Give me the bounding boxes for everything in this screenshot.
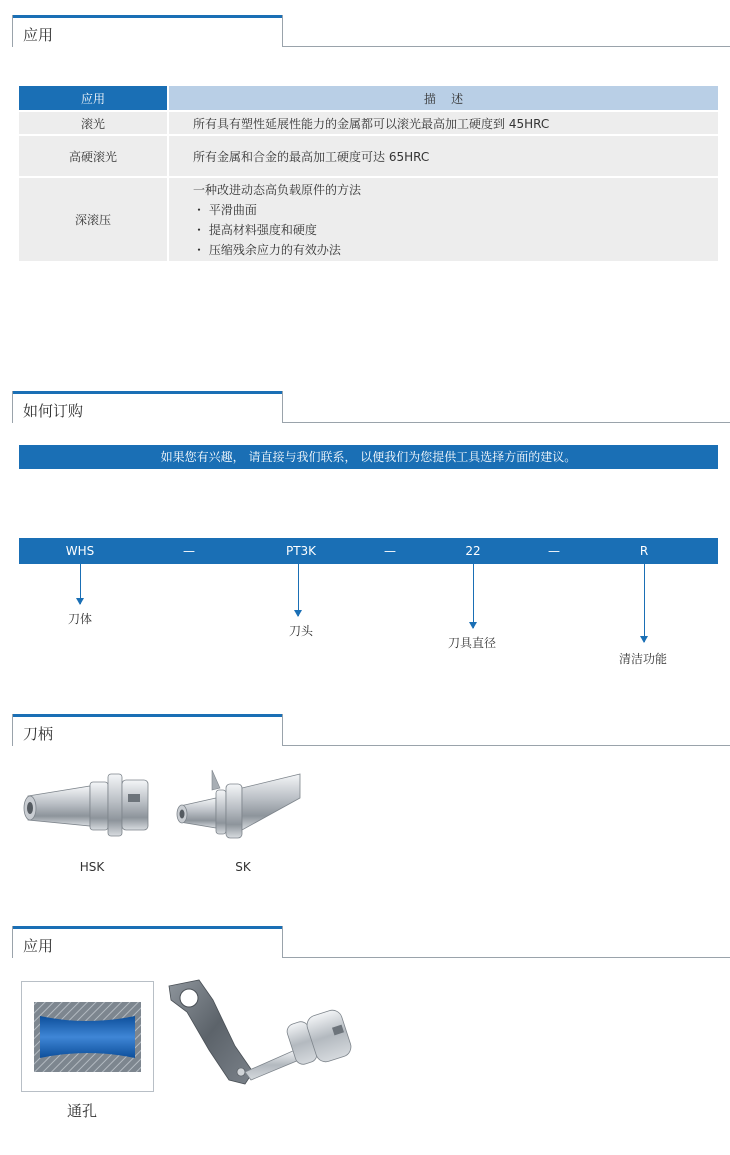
order-label-head: 刀头 xyxy=(288,624,314,638)
table-row xyxy=(19,135,718,177)
table-row xyxy=(19,177,718,261)
holder-label-hsk: HSK xyxy=(79,860,105,874)
section-accent-bar xyxy=(12,391,283,394)
arrow-down-icon xyxy=(644,564,645,642)
application-table xyxy=(19,86,718,261)
code-cleaning: R xyxy=(639,544,649,558)
order-label-cleaning: 清洁功能 xyxy=(618,652,668,666)
order-label-diameter: 刀具直径 xyxy=(447,636,497,650)
hsk-holder-image xyxy=(20,768,160,843)
application-label-through-hole: 通孔 xyxy=(66,1102,98,1120)
bullet-item: ・ 压缩残余应力的有效办法 xyxy=(193,242,341,257)
divider xyxy=(282,714,283,746)
bullet-item: ・ 提高材料强度和硬度 xyxy=(193,222,317,237)
divider xyxy=(12,926,13,958)
order-label-body: 刀体 xyxy=(67,612,93,626)
code-diameter: 22 xyxy=(465,544,481,558)
holder-label-sk: SK xyxy=(235,860,251,874)
section-accent-bar xyxy=(12,926,283,929)
section-title: 刀柄 xyxy=(23,725,54,743)
section-accent-bar xyxy=(12,714,283,717)
section-header-how-to-order xyxy=(12,391,730,423)
section-header-tool-holder xyxy=(12,714,730,746)
section-title: 应用 xyxy=(23,937,54,955)
code-head: PT3K xyxy=(285,544,317,558)
divider xyxy=(12,714,13,746)
bullet-item: ・ 平滑曲面 xyxy=(193,202,257,217)
through-hole-icon xyxy=(22,982,153,1091)
table-cell-description: 所有金属和合金的最高加工硬度可达 65HRC xyxy=(168,135,718,177)
sk-holder-image xyxy=(172,768,312,843)
divider xyxy=(282,422,730,423)
table-cell-application: 深滚压 xyxy=(19,177,168,261)
contact-banner: 如果您有兴趣， 请直接与我们联系， 以便我们为您提供工具选择方面的建议。 xyxy=(19,445,718,469)
section-title: 应用 xyxy=(23,26,54,44)
table-cell-description xyxy=(168,177,718,261)
table-cell-application: 滚光 xyxy=(19,111,168,135)
through-hole-image xyxy=(21,981,154,1092)
divider xyxy=(282,745,730,746)
table-row xyxy=(19,111,718,135)
table-header-application: 应用 xyxy=(19,86,168,111)
arrow-down-icon xyxy=(473,564,474,628)
code-separator: — xyxy=(548,544,560,558)
section-header-application xyxy=(12,15,730,47)
arrow-down-icon xyxy=(80,564,81,604)
arrow-down-icon xyxy=(298,564,299,616)
divider xyxy=(282,391,283,423)
section-header-application-2 xyxy=(12,926,730,958)
divider xyxy=(282,957,730,958)
table-header-description: 描 述 xyxy=(168,86,718,111)
divider xyxy=(282,46,730,47)
divider xyxy=(12,391,13,423)
code-body: WHS xyxy=(65,544,95,558)
order-code-bar xyxy=(19,538,718,564)
code-separator: — xyxy=(384,544,396,558)
description-line: 一种改进动态高负载原件的方法 xyxy=(193,182,362,197)
table-cell-application: 高硬滚光 xyxy=(19,135,168,177)
code-separator: — xyxy=(183,544,195,558)
divider xyxy=(12,15,13,47)
divider xyxy=(282,15,283,47)
roller-tool-image xyxy=(165,976,360,1088)
section-title: 如何订购 xyxy=(23,402,84,420)
section-accent-bar xyxy=(12,15,283,18)
divider xyxy=(282,926,283,958)
table-cell-description: 所有具有塑性延展性能力的金属都可以滚光最高加工硬度到 45HRC xyxy=(168,111,718,135)
